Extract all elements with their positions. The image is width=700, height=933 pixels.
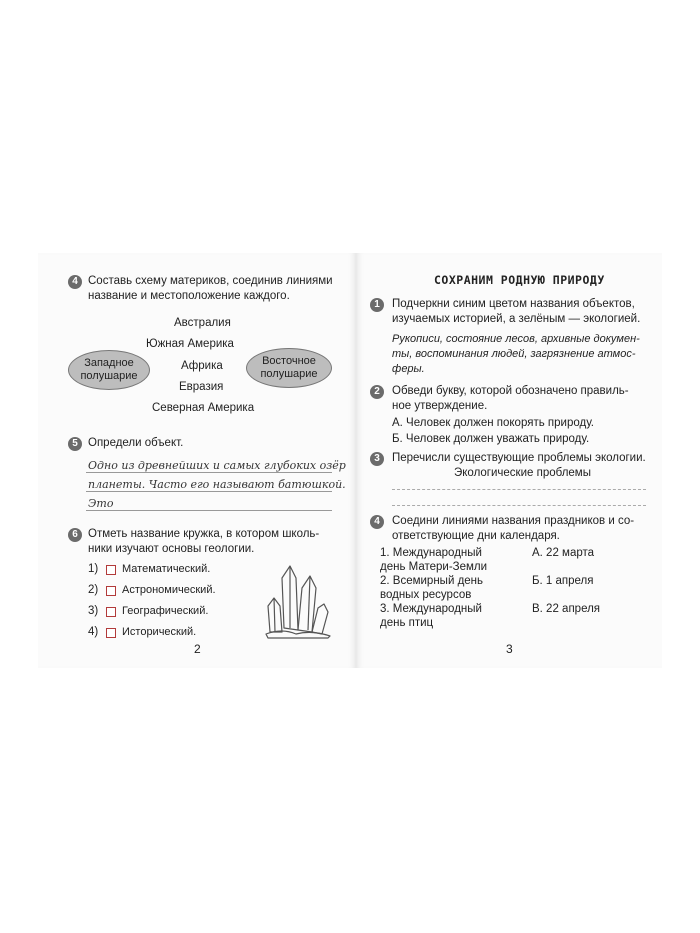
crystals-illustration (262, 558, 332, 640)
handwritten-text: Одно из древнейших и самых глубоких озёр (88, 459, 346, 472)
continent-label[interactable]: Африка (181, 360, 223, 372)
date-label[interactable]: А. 22 марта (532, 547, 595, 559)
holiday-label[interactable]: водных ресурсов (380, 589, 472, 601)
handwritten-text: Это (88, 497, 114, 510)
task-number-badge: 4 (370, 515, 384, 529)
task-text: ное утверждение. (392, 400, 488, 412)
option-label: Исторический. (122, 626, 197, 638)
date-label[interactable]: В. 22 апреля (532, 603, 601, 615)
answer-line (86, 491, 332, 492)
answer-line[interactable] (86, 510, 332, 511)
task-number-badge: 3 (370, 452, 384, 466)
answer-line (86, 472, 332, 473)
date-label[interactable]: Б. 1 апреля (532, 575, 594, 587)
task-number-badge: 5 (68, 437, 82, 451)
task-text: название и местоположение каждого. (88, 290, 290, 302)
continent-label[interactable]: Евразия (179, 381, 224, 393)
section-title: СОХРАНИМ РОДНУЮ ПРИРОДУ (434, 273, 605, 287)
italic-text[interactable]: Рукописи, состояние лесов, архивные докумен- (392, 333, 640, 345)
west-hemisphere-oval[interactable] (68, 350, 150, 390)
statement-option[interactable]: А. Человек должен покорять природу. (392, 417, 594, 429)
option-label: Географический. (122, 605, 209, 617)
holiday-label[interactable]: день Матери-Земли (380, 561, 488, 573)
italic-text[interactable]: феры. (392, 363, 425, 375)
checkbox[interactable] (106, 586, 116, 596)
checkbox[interactable] (106, 607, 116, 617)
option-number: 4) (88, 626, 99, 638)
holiday-label[interactable]: 3. Международный (380, 603, 482, 615)
holiday-label[interactable]: 2. Всемирный день (380, 575, 484, 587)
left-page (38, 253, 356, 668)
continent-label[interactable]: Австралия (174, 317, 231, 329)
oval-text: Восточное (262, 355, 316, 367)
checkbox[interactable] (106, 628, 116, 638)
task-number-badge: 1 (370, 298, 384, 312)
option-number: 2) (88, 584, 99, 596)
task-number-badge: 4 (68, 275, 82, 289)
task-text: Соедини линиями названия праздников и со- (392, 515, 635, 527)
statement-option[interactable]: Б. Человек должен уважать природу. (392, 433, 590, 445)
task-text: ники изучают основы геологии. (88, 543, 255, 555)
task-number-badge: 6 (68, 528, 82, 542)
continent-label[interactable]: Северная Америка (152, 402, 255, 414)
task-number-badge: 2 (370, 385, 384, 399)
holiday-label[interactable]: 1. Международный (380, 547, 482, 559)
option-label: Математический. (122, 563, 211, 575)
task-text: Подчеркни синим цветом названия объектов, (392, 298, 635, 310)
holiday-label[interactable]: день птиц (380, 617, 434, 629)
task-text: Экологические проблемы (454, 467, 591, 479)
continent-label[interactable]: Южная Америка (146, 338, 234, 350)
right-page (356, 253, 662, 668)
task-text: Отметь название кружка, в котором школь- (88, 528, 320, 540)
page-number: 2 (194, 642, 201, 656)
oval-text: полушарие (260, 368, 318, 380)
task-text: ответствующие дни календаря. (392, 530, 560, 542)
task-text: Составь схему материков, соединив линиями (88, 275, 333, 287)
oval-text: Западное (84, 357, 134, 369)
task-text: Обведи букву, которой обозначено правиль- (392, 385, 629, 397)
checkbox[interactable] (106, 565, 116, 575)
page-number: 3 (506, 642, 513, 656)
task-text: изучаемых историей, а зелёным — экологией. (392, 313, 641, 325)
answer-line[interactable] (392, 505, 646, 506)
answer-line[interactable] (392, 489, 646, 490)
task-text: Определи объект. (88, 437, 184, 449)
italic-text[interactable]: ты, воспоминания людей, загрязнение атмос- (392, 348, 636, 360)
handwritten-text: планеты. Часто его называют батюшкой. (88, 478, 346, 491)
east-hemisphere-oval[interactable] (246, 348, 332, 388)
option-number: 1) (88, 563, 99, 575)
oval-text: полушарие (80, 370, 138, 382)
option-number: 3) (88, 605, 99, 617)
task-text: Перечисли существующие проблемы экологии. (392, 452, 646, 464)
option-label: Астрономический. (122, 584, 216, 596)
